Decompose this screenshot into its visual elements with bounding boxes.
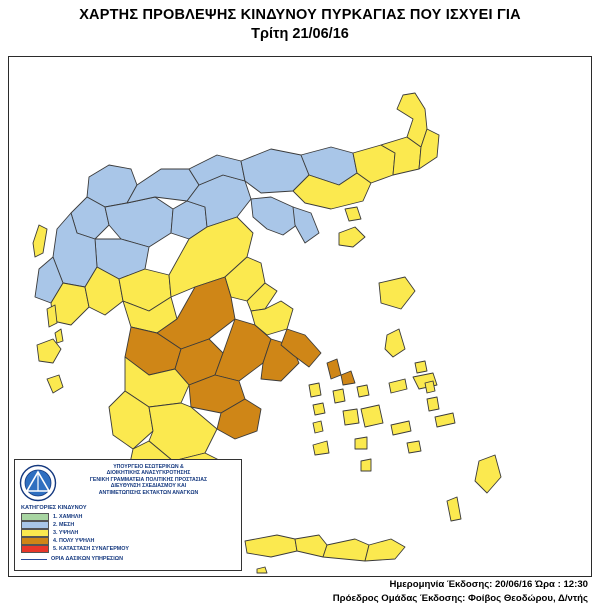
swatch-low (21, 513, 49, 521)
boundary-line-icon (21, 559, 47, 560)
region-mykonos (357, 385, 369, 397)
region-rethymno (295, 535, 327, 557)
region-lesvos (379, 277, 415, 309)
region-astypalaia (407, 441, 421, 453)
authority-line-1: ΥΠΟΥΡΓΕΙΟ ΕΣΩΤΕΡΙΚΩΝ & (113, 464, 184, 470)
page-title (0, 6, 600, 44)
authority-text (60, 463, 237, 496)
issue-datetime: Ημερομηνία Έκδοσης: 20/06/16 Ώρα : 12:30 (389, 579, 588, 590)
region-rodos (475, 455, 501, 493)
region-patmos (415, 361, 427, 373)
region-lasithi (365, 539, 405, 561)
legend-boundary-row (21, 556, 237, 563)
map-frame (8, 56, 592, 577)
region-pella (127, 169, 199, 203)
legend-item-medium (21, 521, 237, 529)
legend-label-very-high: 4. ΠΟΛΥ ΥΨΗΛΗ (53, 537, 95, 544)
region-kea (309, 383, 321, 397)
region-milos (313, 441, 329, 455)
legend-header (19, 463, 237, 502)
footer (0, 578, 600, 606)
region-athos-peninsula (293, 207, 319, 243)
region-santorini (361, 459, 371, 471)
title-line-1: ΧΑΡΤΗΣ ΠΡΟΒΛΕΨΗΣ ΚΙΝΔΥΝΟΥ ΠΥΡΚΑΓΙΑΣ ΠΟΥ ΙΣΧΥΕΙ ΓΙΑ (79, 7, 521, 23)
legend-label-medium: 2. ΜΕΣΗ (53, 521, 75, 528)
civil-protection-emblem-icon (19, 464, 57, 502)
region-gavdos (257, 567, 267, 573)
swatch-very-high (21, 537, 49, 545)
legend-item-alert (21, 545, 237, 553)
region-lefkada (47, 305, 57, 327)
legend-label-boundary: ΟΡΙΑ ΔΑΣΙΚΩΝ ΥΠΗΡΕΣΙΩΝ (51, 556, 124, 562)
authority-line-4: ΔΙΕΥΘΥΝΣΗ ΣΧΕΔΙΑΣΜΟΥ ΚΑΙ (110, 483, 187, 490)
region-thasos (345, 207, 361, 221)
legend-category-list (21, 513, 237, 553)
region-kos (435, 413, 455, 427)
region-syros (333, 389, 345, 403)
region-serifos (313, 421, 323, 433)
legend-categories-title: ΚΑΤΗΓΟΡΙΕΣ ΚΙΝΔΥΝΟΥ (21, 505, 87, 511)
region-andros (327, 359, 341, 379)
legend-item-low (21, 513, 237, 521)
region-zakynthos (47, 375, 63, 393)
region-amorgos (391, 421, 411, 435)
legend-label-alert: 5. ΚΑΤΑΣΤΑΣΗ ΣΥΝΑΓΕΡΜΟΥ (53, 545, 129, 552)
region-kerkyra (33, 225, 47, 257)
region-kythnos (313, 403, 325, 415)
region-ithaki (55, 329, 63, 343)
region-chania (245, 535, 297, 557)
issuing-chair: Πρόεδρος Ομάδας Έκδοσης: Φοίβος Θεοδώρου, Δ/ντής (332, 593, 588, 604)
legend-box (14, 459, 242, 571)
region-chios (385, 329, 405, 357)
title-line-2: Τρίτη 21/06/16 (251, 26, 349, 42)
region-naxos (361, 405, 383, 427)
legend-item-very-high (21, 537, 237, 545)
authority-line-3: ΓΕΝΙΚΗ ΓΡΑΜΜΑΤΕΙΑ ΠΟΛΙΤΙΚΗΣ ΠΡΟΣΤΑΣΙΑΣ (89, 476, 208, 483)
authority-line-5: ΑΝΤΙΜΕΤΩΠΙΣΗΣ ΕΚΤΑΚΤΩΝ ΑΝΑΓΚΩΝ (98, 489, 199, 496)
region-paros (343, 409, 359, 425)
region-kalymnos (427, 397, 439, 411)
legend-item-high (21, 529, 237, 537)
swatch-medium (21, 521, 49, 529)
region-ios (355, 437, 367, 449)
region-ikaria (389, 379, 407, 393)
swatch-alert (21, 545, 49, 553)
legend-label-high: 3. ΥΨΗΛΗ (53, 529, 79, 536)
region-limnos (339, 227, 365, 247)
region-leros (425, 381, 435, 393)
authority-line-2: ΔΙΟΙΚΗΤΙΚΗΣ ΑΝΑΣΥΓΚΡΟΤΗΣΗΣ (106, 470, 191, 477)
region-irakleio (323, 539, 369, 561)
swatch-high (21, 529, 49, 537)
region-karpathos (447, 497, 461, 521)
legend-label-low: 1. ΧΑΜΗΛΗ (53, 513, 83, 520)
region-tinos (341, 371, 355, 385)
